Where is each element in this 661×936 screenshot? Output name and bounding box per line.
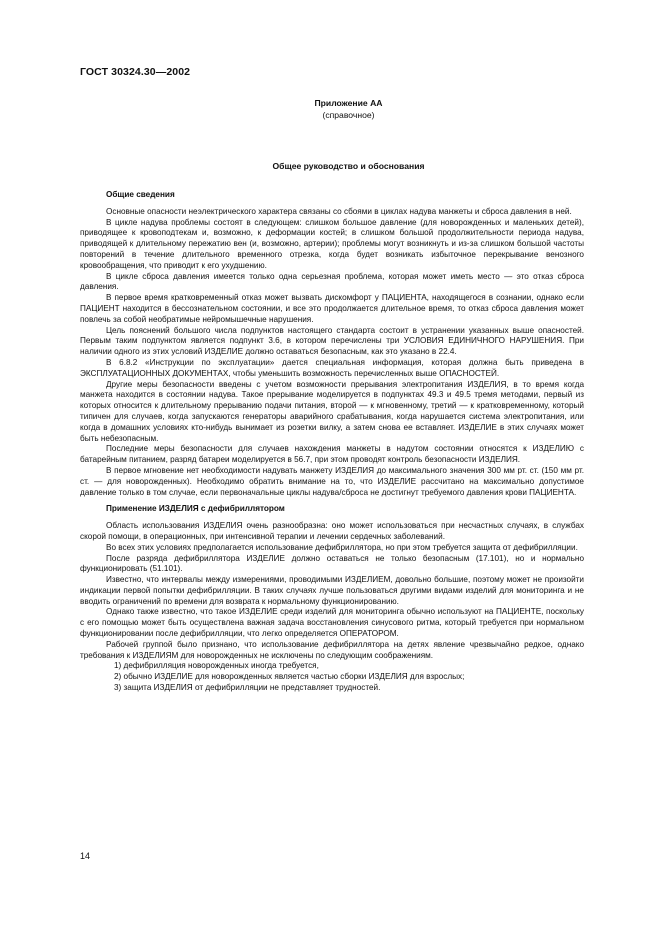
annex-title: Приложение АА	[314, 98, 383, 108]
paragraph: Другие меры безопасности введены с учетом возможности прерывания электропитания ИЗДЕЛИЯ, в то время когда манжета находится в состоянии надува. Такое прерывание моделируется в подпунктах 49.3 и 49.5 тремя методами, первый из которых относится к длительному прерыванию подачи питания, второй — к мгновенному, третий — к кратковременному, который типичен для случаев, когда запускаются генераторы аварийного срабатывания, когда нарушается система электропитания, или когда в домашних условиях кто-нибудь вынимает из розетки вилку, а затем снова ее вставляет. ИЗДЕЛИЕ в этих случаях может быть небезопасным.	[80, 379, 584, 443]
paragraph: В первое мгновение нет необходимости надувать манжету ИЗДЕЛИЯ до максимального значения 300 мм рт. ст. (150 мм рт. ст. — для новорожденных). Необходимо обратить внимание на то, что ИЗДЕЛИЕ рассчитано на максимально допустимое давление только в том случае, если первоначальные циклы надува/сброса не достигнут требуемого давления крови ПАЦИЕНТА.	[80, 465, 584, 497]
paragraph: Во всех этих условиях предполагается использование дефибриллятора, но при этом требуется защита от дефибрилляции.	[106, 542, 578, 552]
page-number: 14	[80, 851, 91, 861]
paragraph: Однако также известно, что такое ИЗДЕЛИЕ среди изделий для мониторинга обычно используют на ПАЦИЕНТЕ, поскольку с его помощью может быть осуществлена важная задача восстановления синусового ритма, который требуется при нормальном функционировании после дефибрилляции, что легко определяется ОПЕРАТОРОМ.	[80, 607, 584, 639]
paragraph: Рабочей группой было признано, что использование дефибриллятора на детях явление чрезвычайно редкое, однако требования к ИЗДЕЛИЯМ для новорожденных не исключены по следующим соображениям.	[80, 639, 584, 660]
paragraph: Основные опасности неэлектрического характера связаны со сбоями в циклах надува манжеты и сброса давления в ней.	[106, 206, 572, 216]
list-item: 2) обычно ИЗДЕЛИЕ для новорожденных является частью сборки ИЗДЕЛИЯ для взрослых;	[114, 672, 465, 682]
paragraph: В первое время кратковременный отказ может вызвать дискомфорт у ПАЦИЕНТА, находящегося в сознании, однако если ПАЦИЕНТ находится в бессознательном состоянии, и все это продолжается длительное время, то отказ сброса давления может повлечь за собой необратимые нейромышечные нарушения.	[80, 293, 584, 324]
main-heading: Общее руководство и обоснования	[272, 161, 425, 171]
paragraph: Область использования ИЗДЕЛИЯ очень разнообразна: оно может использоваться при несчастных случаях, в службах скорой помощи, в операционных, при интенсивной терапии и лечении сердечных заболеваний.	[80, 521, 584, 541]
paragraph: Последние меры безопасности для случаев нахождения манжеты в надутом состоянии относятся к ИЗДЕЛИЮ с батарейным питанием, разряд батареи моделируется в 56.7, при этом проводят контроль безопасности ИЗДЕЛИЯ.	[80, 444, 584, 465]
section-heading-defibrillator: Применение ИЗДЕЛИЯ с дефибриллятором	[106, 504, 285, 514]
list-item: 1) дефибрилляция новорожденных иногда требуется,	[114, 661, 319, 671]
section-heading-general: Общие сведения	[106, 190, 175, 199]
document-body	[80, 190, 584, 694]
annex-subtitle: (справочное)	[322, 110, 375, 120]
document-header: ГОСТ 30324.30—2002	[80, 66, 191, 78]
paragraph: В цикле надува проблемы состоят в следующем: слишком большое давление (для новорожденных и маленьких детей), приводящее к кровоподтекам и, возможно, к деформации костей; в слишком большой продолжительности периода надува, приводящей к длительному пережатию вен (и, возможно, артерии); проблемы могут возникнуть и из-за слишком большой частоты повторений в течение длительного временного отрезка, когда будет возникать избыточное перекрывание венозного кровообращения, что приводит к его ухудшению.	[80, 217, 584, 270]
paragraph: В 6.8.2 «Инструкции по эксплуатации» дается специальная информация, которая должна быть приведена в ЭКСПЛУАТАЦИОННЫХ ДОКУМЕНТАХ, чтобы уменьшить возможность перечисленных выше ОПАСНОСТЕЙ.	[80, 357, 584, 378]
paragraph: Известно, что интервалы между измерениями, проводимыми ИЗДЕЛИЕМ, довольно большие, поэтому может не произойти индикации первой попытки дефибрилляции. В таких случаях лучше пользоваться другими видами изделий для мониторинга и не вводить ограничений по времени для возврата к нормальному функционированию.	[80, 575, 584, 606]
paragraph: После разряда дефибриллятора ИЗДЕЛИЕ должно оставаться не только безопасным (17.101), но и нормально функционировать (51.101).	[80, 553, 584, 574]
paragraph: В цикле сброса давления имеется только одна серьезная проблема, которая может иметь место — это отказ сброса давления.	[80, 271, 584, 292]
paragraph: Цель пояснений большого числа подпунктов настоящего стандарта состоит в устранении указанных выше опасностей. Первым таким подпунктом является подпункт 3.6, в котором перечислены три УСЛОВИЯ ЕДИНИЧНОГО НАРУШЕНИЯ. При наличии одного из этих условий ИЗДЕЛИЕ должно оставаться безопасным, как это указано в 22.4.	[80, 325, 584, 357]
list-item: 3) защита ИЗДЕЛИЯ от дефибрилляции не представляет трудностей.	[114, 683, 381, 693]
